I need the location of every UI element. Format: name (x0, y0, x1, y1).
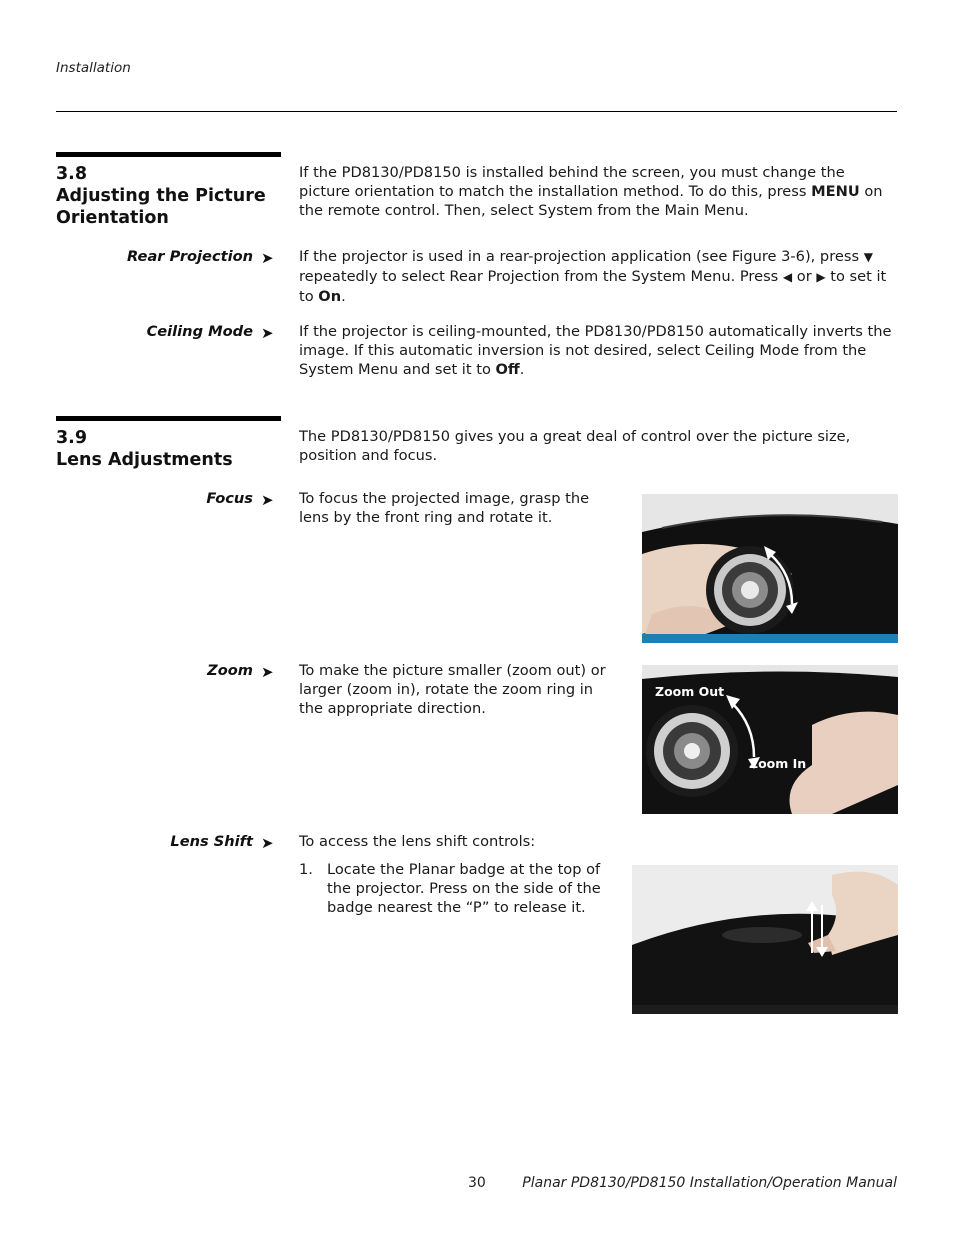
lens-shift-step-text: Locate the Planar badge at the top of the projector. Press on the side of the badge nearest the “P” to release it. (327, 861, 601, 916)
section-3-9-intro: The PD8130/PD8150 gives you a great deal of control over the picture size, position and focus. (299, 428, 851, 464)
ceiling-text-period: . (519, 361, 525, 378)
focus-photo (642, 494, 898, 643)
on-keyword: On (318, 288, 342, 305)
ceiling-mode-arrow-icon: ➤ (261, 324, 274, 342)
zoom-photo-image (642, 665, 898, 814)
running-head: Installation (56, 60, 131, 76)
ceiling-mode-text (299, 322, 897, 379)
zoom-text: To make the picture smaller (zoom out) or larger (zoom in), rotate the zoom ring in the appropriate direction. (299, 662, 606, 717)
rear-text-1: If the projector is used in a rear-projection application (see Figure 3-6), press (299, 248, 864, 265)
ceiling-mode-label: Ceiling Mode (146, 323, 253, 340)
header-rule (56, 111, 897, 112)
rear-projection-label: Rear Projection (127, 248, 253, 265)
lens-shift-arrow-icon: ➤ (261, 834, 274, 852)
lens-shift-label: Lens Shift (170, 833, 253, 850)
zoom-label: Zoom (207, 662, 253, 679)
lens-shift-photo-image (632, 865, 898, 1014)
left-triangle-icon: ◀ (782, 270, 793, 284)
focus-text: To focus the projected image, grasp the lens by the front ring and rotate it. (299, 490, 590, 526)
lens-shift-step-number: 1. (299, 861, 313, 878)
page-number: 30 (468, 1175, 486, 1191)
lens-shift-photo (632, 865, 898, 1014)
zoom-photo (642, 665, 898, 814)
lens-shift-text: To access the lens shift controls: (299, 833, 536, 850)
section-3-9-number: 3.9 (56, 428, 88, 448)
zoom-in-label: Zoom In (749, 756, 807, 771)
intro-text-start: If the PD8130/PD8150 is installed behind the screen, you must change the picture orientation to match the installation method. To do this, press (299, 164, 845, 200)
section-3-8-intro (299, 163, 897, 220)
zoom-out-label: Zoom Out (655, 684, 725, 699)
rear-projection-text (299, 247, 897, 306)
rear-projection-arrow-icon: ➤ (261, 249, 274, 267)
section-3-8-bar (56, 152, 281, 157)
manual-title: Planar PD8130/PD8150 Installation/Operation Manual (522, 1175, 897, 1191)
down-triangle-icon: ▼ (863, 250, 873, 264)
section-3-8-title: Adjusting the Picture Orientation (56, 186, 266, 228)
menu-keyword: MENU (811, 183, 860, 200)
rear-text-2: repeatedly to select Rear Projection from the System Menu. Press (299, 268, 783, 285)
focus-photo-image (642, 494, 898, 643)
intro-text-end: on the remote control. Then, select System from the Main Menu. (299, 183, 883, 219)
section-3-8-number: 3.8 (56, 164, 88, 184)
rear-text-3: or (792, 268, 817, 285)
zoom-arrow-icon: ➤ (261, 663, 274, 681)
off-keyword: Off (495, 361, 520, 378)
rear-text-4: to set it to (299, 268, 887, 305)
focus-label: Focus (206, 490, 253, 507)
section-3-9-bar (56, 416, 281, 421)
focus-arrow-icon: ➤ (261, 491, 274, 509)
ceiling-text: If the projector is ceiling-mounted, the PD8130/PD8150 automatically inverts the image. If this automatic inversion is not desired, select Ceiling Mode from the System Menu and set it to (299, 323, 892, 378)
section-3-9-title: Lens Adjustments (56, 450, 233, 470)
right-triangle-icon: ▶ (816, 270, 826, 284)
rear-text-period: . (341, 288, 346, 305)
